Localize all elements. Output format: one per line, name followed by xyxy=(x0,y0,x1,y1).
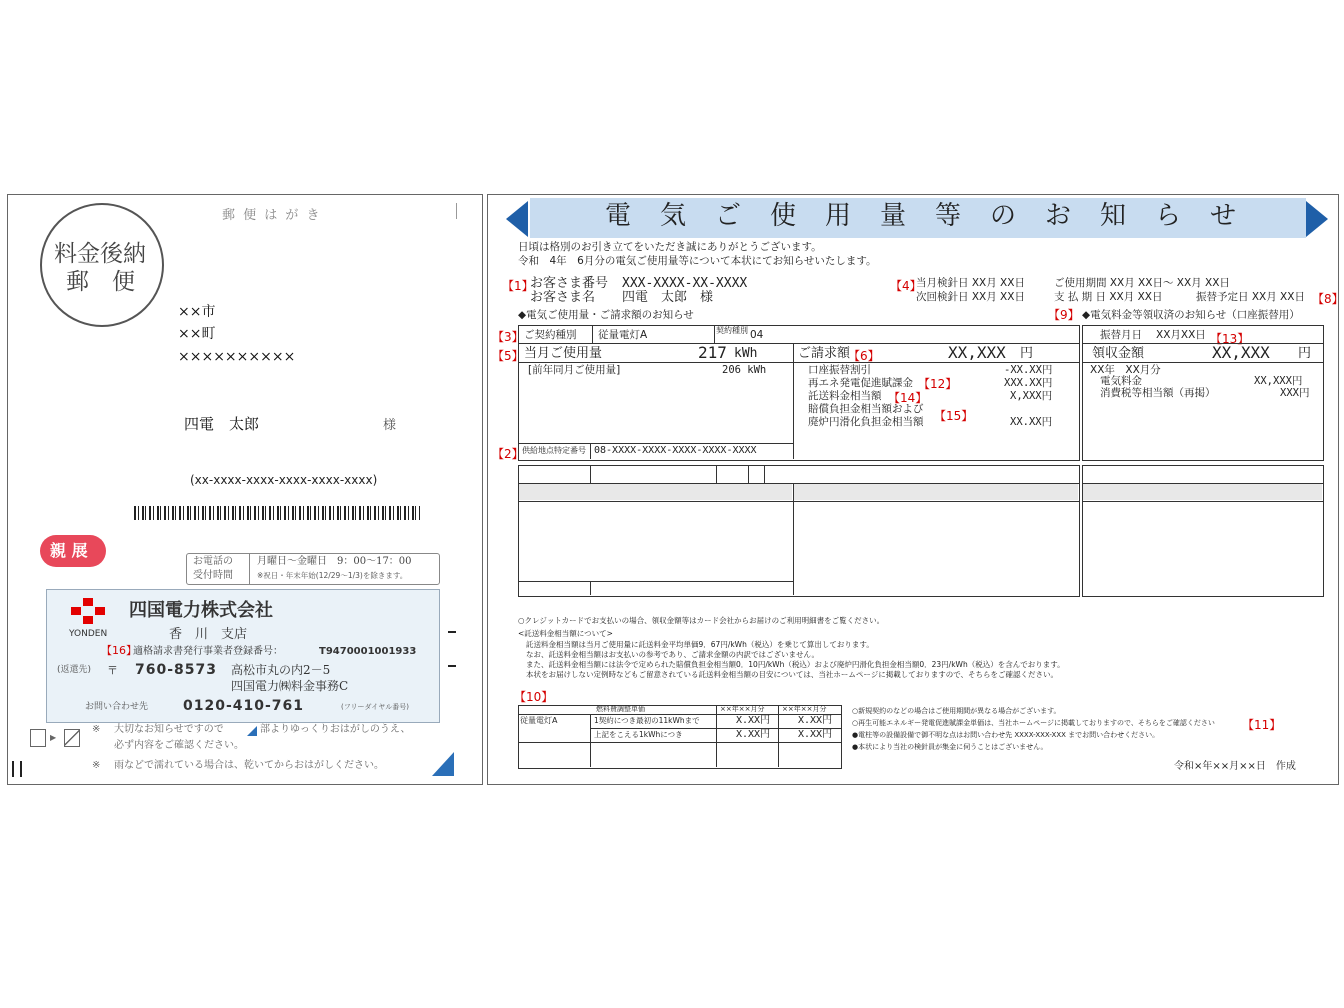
marker-11: 【11】 xyxy=(1242,718,1282,732)
consign-note-4: 本状をお届けしない定例時などもご留意されている託送料金相当額の目安については、当社ホームページに掲載しておりますので、そちらをご確認ください。 xyxy=(526,670,1059,679)
margin-tick-2 xyxy=(448,665,456,667)
detail-v-2 xyxy=(716,465,717,483)
title-char: の xyxy=(990,201,1017,231)
title-char: せ xyxy=(1210,201,1237,231)
usage-row-line xyxy=(518,362,793,363)
detail-box-header xyxy=(519,484,792,500)
customer-number: XXX-XXXX-XX-XXXX xyxy=(622,276,748,291)
transfer-scheduled-date: 振替予定日 XX月 XX日 xyxy=(1196,291,1305,303)
tax-value: XXX円 xyxy=(1280,387,1310,399)
sender-box xyxy=(46,589,440,723)
contract-kind: 契約種別 xyxy=(716,326,748,335)
fuel-col-2: ××年××月分 xyxy=(782,705,827,713)
marker-16: 【16】 xyxy=(101,644,137,657)
arrow-icon: ▶ xyxy=(50,733,57,742)
hours-label-1: お電話の xyxy=(193,556,233,567)
fuel-line-1 xyxy=(518,714,841,715)
phone-number: 0120-410-761 xyxy=(183,698,305,714)
detail-line-2 xyxy=(518,501,1079,502)
fold-icon xyxy=(64,729,80,747)
detail-line-3 xyxy=(518,581,793,582)
billing-label: ご請求額 xyxy=(798,346,851,361)
consignment-label: 託送料金相当額 xyxy=(808,390,882,402)
fuel-line-3 xyxy=(518,742,841,743)
address-line-1: ××市 xyxy=(178,304,216,320)
corner-mark xyxy=(456,203,457,219)
fuel-cell-21: X.XX円 xyxy=(736,729,771,740)
fuel-col-1: ××年××月分 xyxy=(720,705,765,713)
received-yen: 円 xyxy=(1298,346,1312,361)
marker-4: 【4】 xyxy=(890,279,922,293)
personal-badge-label: 親 展 xyxy=(50,541,88,560)
yonden-logo-icon xyxy=(71,598,111,624)
usage-label: 当月ご使用量 xyxy=(524,346,603,361)
billing-yen: 円 xyxy=(1020,346,1034,361)
contract-code: 04 xyxy=(750,329,764,341)
consign-note-1: 託送料金相当額は当月ご使用量に託送料金平均単価9．67円/kWh（税込）を乗じて算出しております。 xyxy=(526,640,874,649)
title-char: ら xyxy=(1155,201,1182,231)
detail-right-line-2 xyxy=(1082,501,1323,502)
barcode xyxy=(134,506,420,520)
compensation-value: XX.XX円 xyxy=(1010,416,1053,428)
company-name: 四国電力株式会社 xyxy=(129,600,273,621)
created-date: 令和×年××月××日 作成 xyxy=(1174,761,1296,772)
credit-note: ○クレジットカードでお支払いの場合、領収金額等はカード会社からお届けのご利用明細書をご覧ください。 xyxy=(518,616,885,625)
marker-10: 【10】 xyxy=(514,690,554,704)
customer-name: 四電 太郎 様 xyxy=(622,290,714,305)
personal-badge xyxy=(40,535,106,567)
marker-9: 【9】 xyxy=(1048,308,1080,322)
foot-note-4: ●本状により当社の検針員が集金に伺うことはございません。 xyxy=(852,743,1048,751)
hours-value: 月曜日～金曜日 9：00～17：00 xyxy=(257,556,412,567)
electric-fee-label: 電気料金 xyxy=(1100,375,1142,387)
discount-label: 口座振替割引 xyxy=(808,364,871,376)
contract-kind-divider xyxy=(714,325,715,343)
postal-code: 760-8573 xyxy=(135,662,217,678)
note-2: 必ず内容をご確認ください。 xyxy=(114,740,244,751)
postal-mark: 〒 xyxy=(107,664,118,677)
supply-point-line xyxy=(518,443,793,444)
note-mark-1: ※ xyxy=(92,724,101,735)
marker-5: 【5】 xyxy=(492,349,524,363)
consign-title: <託送料金相当額について> xyxy=(518,629,613,638)
detail-box-header-2 xyxy=(794,484,1078,500)
branch-name: 香 川 支店 xyxy=(169,627,248,642)
consign-note-3: また、託送料金相当額には法令で定められた賠償負担金相当額0．10円/kWh（税込）および廃炉円滑化負担金相当額0．23円/kWh（税込）を含んでおります。 xyxy=(526,660,1065,669)
detail-v-3 xyxy=(748,465,749,483)
fuel-v-1 xyxy=(590,714,591,767)
title-char: 電 xyxy=(605,201,632,231)
consignment-value: X,XXX円 xyxy=(1010,390,1053,402)
electric-fee: XX,XXX円 xyxy=(1254,375,1303,387)
recipient-name: 四電 太郎 xyxy=(184,415,260,433)
billing-divider xyxy=(793,343,794,459)
title-char: 気 xyxy=(660,201,687,231)
next-reading-date: 次回検針日 XX月 XX日 xyxy=(916,291,1025,303)
transfer-day: XX月XX日 xyxy=(1156,329,1206,341)
usage-notice xyxy=(487,194,1344,785)
detail-v-4 xyxy=(764,465,765,483)
title-char: お xyxy=(1045,201,1072,231)
payment-due-date: 支 払 期 日 XX月 XX日 xyxy=(1054,291,1163,303)
marker-15: 【15】 xyxy=(934,409,974,423)
hours-label-2: 受付時間 xyxy=(193,570,233,581)
margin-tick-1 xyxy=(448,631,456,633)
edge-marks xyxy=(12,761,22,777)
marker-3: 【3】 xyxy=(492,330,524,344)
detail-right-line-1 xyxy=(1082,483,1323,484)
title-arrow-left-icon xyxy=(506,201,528,237)
usage-period: ご使用期間 XX月 XX日～ XX月 XX日 xyxy=(1054,277,1230,289)
customer-name-label: お客さま名 xyxy=(530,290,596,305)
detail-v-5 xyxy=(793,483,794,595)
fuel-v-3 xyxy=(778,705,779,767)
fuel-v-2 xyxy=(716,705,717,767)
detail-right-header xyxy=(1083,484,1322,500)
discount-value: -XX.XX円 xyxy=(1004,364,1053,376)
billing-amount-line xyxy=(793,362,1079,363)
customer-number-label: お客さま番号 xyxy=(530,276,609,291)
marker-2: 【2】 xyxy=(492,447,524,461)
return-office: 四国電力㈱料金事務C xyxy=(231,679,349,693)
usage-unit: kWh xyxy=(734,346,758,361)
phone-note: (フリーダイヤル番号) xyxy=(341,703,409,711)
receipt-row-line-2 xyxy=(1082,362,1323,363)
postage-stamp xyxy=(40,203,164,327)
registration-label: 適格請求書発行事業者登録番号： xyxy=(133,646,283,657)
note-1b: 部よりゆっくりおはがしのうえ、 xyxy=(260,724,411,735)
supply-point-label: 供給地点特定番号 xyxy=(522,446,586,455)
marker-6: 【6】 xyxy=(848,349,880,363)
title-char: 用 xyxy=(825,201,852,231)
contract-label: ご契約種別 xyxy=(524,329,577,341)
greeting-1: 日頃は格別のお引き立てをいただき誠にありがとうございます。 xyxy=(518,241,822,253)
note-3: 雨などで濡れている場合は、乾いてからおはがしください。 xyxy=(114,760,384,771)
note-mark-3: ※ xyxy=(92,760,101,771)
detail-line-1 xyxy=(518,483,1079,484)
fuel-table-title: 燃料費調整単価 xyxy=(596,705,645,713)
foot-note-3: ●電柱等の設備設備で御不明な点はお問い合わせ先 XXXX-XXX-XXX までお問い合わせください。 xyxy=(852,731,1160,739)
title-char: 使 xyxy=(770,201,797,231)
supply-point-divider xyxy=(590,443,591,459)
contract-divider xyxy=(592,325,593,343)
usage-value: 217 xyxy=(698,343,727,362)
stamp-line-2: 郵 便 xyxy=(66,269,135,295)
decommission-label: 廃炉円滑化負担金相当額 xyxy=(808,416,924,428)
title-char: 知 xyxy=(1100,201,1127,231)
return-address: 高松市丸の内2－5 xyxy=(231,663,331,677)
fuel-cell-11: X.XX円 xyxy=(736,715,771,726)
fuel-row-label: 従量電灯A xyxy=(520,716,558,725)
detail-v-1 xyxy=(590,465,591,483)
billing-amount: XX,XXX xyxy=(948,343,1006,362)
marker-1: 【1】 xyxy=(502,279,534,293)
logo-text: YONDEN xyxy=(69,629,108,639)
marker-12: 【12】 xyxy=(918,377,958,391)
received-amount: XX,XXX xyxy=(1212,343,1270,362)
peel-icon xyxy=(30,729,46,747)
postcard-header: 郵 便 は が き xyxy=(222,208,322,223)
received-label: 領収金額 xyxy=(1092,346,1145,361)
compensation-label: 賠償負担金相当額および xyxy=(808,403,924,415)
registration-number: T9470001001933 xyxy=(319,646,417,657)
hours-box xyxy=(186,553,440,585)
customer-code: (xx-xxxx-xxxx-xxxx-xxxx-xxxx) xyxy=(190,473,378,487)
recipient-honorific: 様 xyxy=(383,418,397,433)
this-reading-date: 当月検針日 XX月 XX日 xyxy=(916,277,1025,289)
renewable-levy-label: 再エネ発電促進賦課金 xyxy=(808,377,913,389)
receipt-row-line-1 xyxy=(1082,343,1323,344)
title-arrow-right-icon xyxy=(1306,201,1328,237)
inquiry-label: お問い合わせ先 xyxy=(85,702,149,712)
postcard xyxy=(7,194,483,785)
marker-13: 【13】 xyxy=(1210,332,1250,346)
stamp-line-1: 料金後納 xyxy=(54,241,146,267)
address-line-3: ×××××××××× xyxy=(178,349,296,365)
title-char: 量 xyxy=(880,201,907,231)
detail-v-6 xyxy=(590,581,591,595)
marker-8: 【8】 xyxy=(1312,292,1344,306)
title-char: ご xyxy=(715,201,742,231)
foot-note-1: ○新規契約のなどの場合はご使用期間が異なる場合がございます。 xyxy=(852,707,1061,715)
title-char: 等 xyxy=(935,201,962,231)
address-line-2: ××町 xyxy=(178,326,216,342)
received-month: XX年 XX月分 xyxy=(1090,364,1161,376)
hours-divider xyxy=(249,554,250,584)
section-usage-title: ◆電気ご使用量・ご請求額のお知らせ xyxy=(518,309,694,321)
transfer-day-label: 振替月日 xyxy=(1100,329,1142,341)
previous-year-value: 206 kWh xyxy=(722,364,767,376)
corner-triangle-small-icon xyxy=(247,726,257,736)
hours-note: ※祝日・年末年始(12/29～1/3)を除きます。 xyxy=(257,571,408,580)
fuel-row-2: 上記をこえる1kWhにつき xyxy=(594,730,683,739)
contract-value: 従量電灯A xyxy=(598,329,648,341)
previous-year-label: [前年同月ご使用量] xyxy=(528,364,621,376)
renewable-levy-value: XXX.XX円 xyxy=(1004,377,1053,389)
section-receipt-title: ◆電気料金等領収済のお知らせ（口座振替用） xyxy=(1082,309,1300,321)
foot-note-2: ○再生可能エネルギー発電促進賦課金単価は、当社ホームページに掲載しておりますので、そちらをご確認ください xyxy=(852,719,1215,727)
supply-point-number: 08-XXXX-XXXX-XXXX-XXXX-XXXX xyxy=(594,445,757,456)
return-label: (返還先) xyxy=(57,665,92,675)
fuel-cell-22: X.XX円 xyxy=(798,729,833,740)
note-1: 大切なお知らせですので xyxy=(114,724,224,735)
fuel-cell-12: X.XX円 xyxy=(798,715,833,726)
tax-label: 消費税等相当額（再掲） xyxy=(1100,387,1216,399)
corner-triangle-icon xyxy=(432,752,454,776)
page-title xyxy=(590,201,1250,235)
marker-14: 【14】 xyxy=(888,391,928,405)
fuel-row-1: 1契約につき最初の11kWhまで xyxy=(594,716,700,725)
greeting-2: 令和 4年 6月分の電気ご使用量等について本状にてお知らせいたします。 xyxy=(518,255,877,267)
consign-note-2: なお、託送料金相当額はお支払いの参考であり、ご請求金額の内訳ではございません。 xyxy=(526,650,819,659)
